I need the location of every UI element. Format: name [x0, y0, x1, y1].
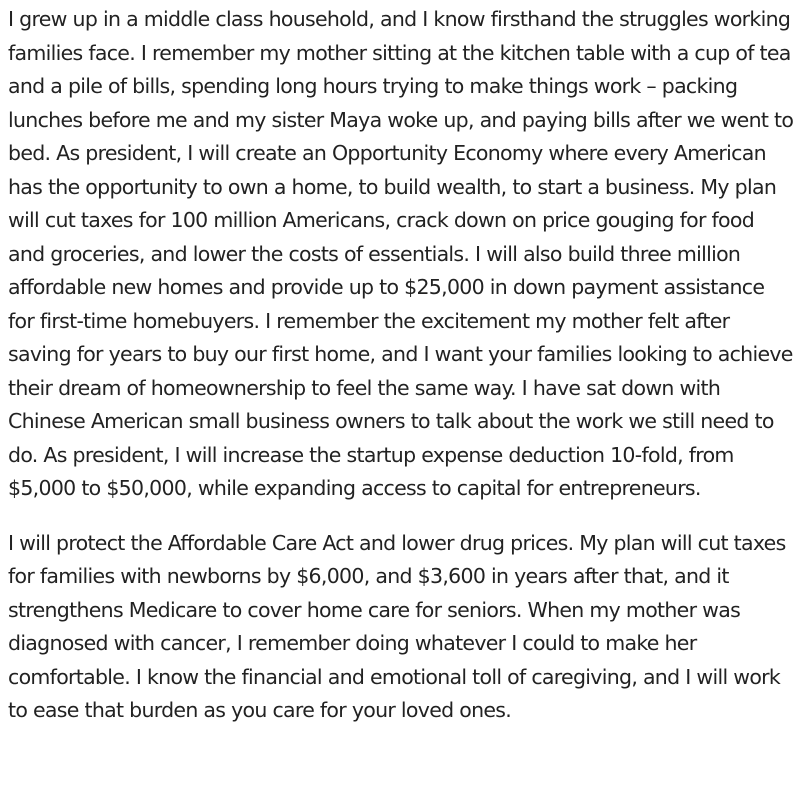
paragraph-health-care: I will protect the Affordable Care Act and lower drug prices. My plan will cut taxes for families with newborns by $6,000, and $3,600 in years after that, and it strengthens Medicare to cover home care for seniors. When my mother was diagnosed with cancer, I remember doing whatever I could to make her comfortable. I know the financial and emotional toll of caregiving, and I will work to ease that burden as you care for your loved ones. — [8, 530, 786, 722]
paragraph-opportunity-economy: I grew up in a middle class household, and I know firsthand the struggles working families face. I remember my mother sitting at the kitchen table with a cup of tea and a pile of bills, spending long hours trying to make things work – packing lunches before me and my sister Maya woke up, and paying bills after we went to bed. As president, I will create an Opportunity Economy where every American has the opportunity to own a home, to build wealth, to start a business. My plan will cut taxes for 100 million Americans, crack down on price gouging for food and groceries, and lower the costs of essentials. I will also build three million affordable new homes and provide up to $25,000 in down payment assistance for first-time homebuyers. I remember the excitement my mother felt after saving for years to buy our first home, and I want your families looking to achieve their dream of homeownership to feel the same way. I have sat down with Chinese American small business owners to talk about the work we still need to do. As president, I will increase the startup expense deduction 10-fold, from $5,000 to $50,000, while expanding access to capital for entrepreneurs. — [8, 7, 794, 500]
